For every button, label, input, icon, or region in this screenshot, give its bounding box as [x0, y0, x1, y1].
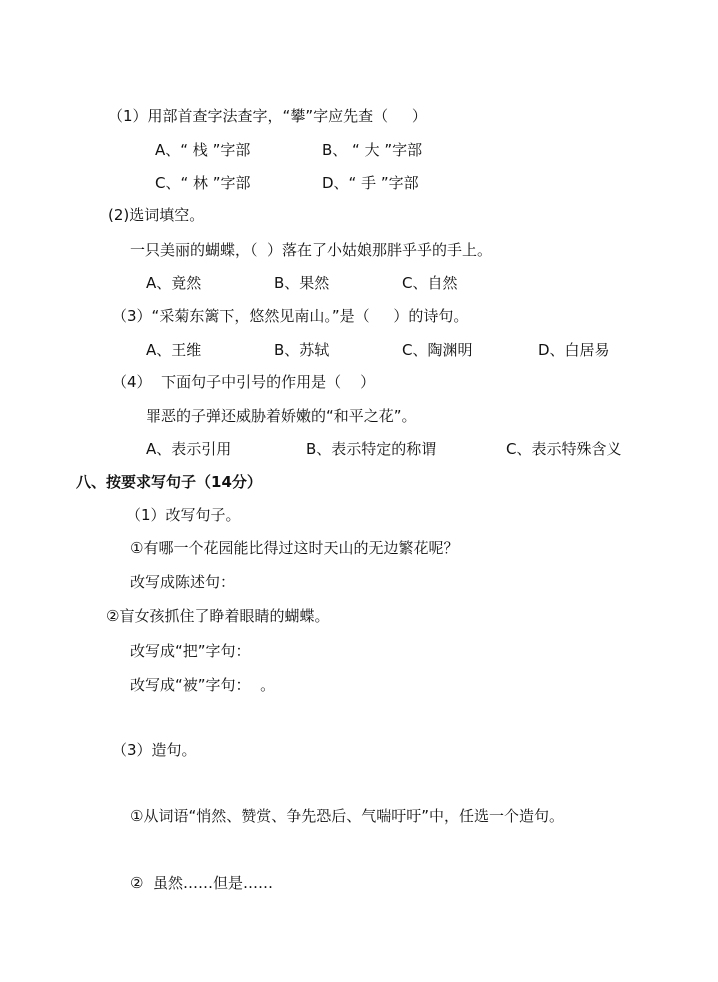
item-1-task: 改写成陈述句：: [130, 573, 236, 591]
q1-option-d: D、“ 手 ”字部: [322, 174, 419, 192]
q3-option-a: A、王维: [146, 341, 202, 359]
q3-option-b: B、苏轼: [274, 341, 330, 359]
item-3-sentence: ①从词语“悄然、赞赏、争先恐后、气喘吁吁”中，任选一个造句。: [130, 807, 564, 825]
q4-option-c: C、表示特殊含义: [506, 440, 622, 458]
section-8-heading: 八、按要求写句子（14分）: [76, 473, 262, 491]
q4-option-b: B、表示特定的称谓: [306, 440, 437, 458]
q2-question: (2)选词填空。: [108, 206, 205, 224]
q4-option-a: A、表示引用: [146, 440, 232, 458]
q2-option-b: B、果然: [274, 274, 330, 292]
q4-sentence: 罪恶的子弹还威胁着娇嫩的“和平之花”。: [146, 407, 417, 425]
q2-option-a: A、竟然: [146, 274, 202, 292]
q1-question: （1）用部首查字法查字，“攀”字应先查（ ）: [108, 107, 427, 125]
part-1-title: （1）改写句子。: [126, 506, 241, 524]
item-4-sentence: ② 虽然……但是……: [130, 874, 273, 892]
q3-question: （3）“采菊东篱下，悠然见南山。”是（ ）的诗句。: [112, 307, 469, 325]
q2-sentence: 一只美丽的蝴蝶，（ ）落在了小姑娘那胖乎乎的手上。: [130, 241, 493, 259]
item-2-task-bei: 改写成“被”字句： 。: [130, 676, 276, 694]
q4-question: （4） 下面句子中引号的作用是（ ）: [112, 373, 376, 391]
q2-option-c: C、自然: [402, 274, 458, 292]
part-3-title: （3）造句。: [112, 741, 197, 759]
item-2-task-ba: 改写成“把”字句：: [130, 642, 251, 660]
q1-option-c: C、“ 林 ”字部: [155, 174, 251, 192]
item-1-sentence: ①有哪一个花园能比得过这时天山的无边繁花呢？: [130, 539, 459, 557]
q1-option-a: A、“ 栈 ”字部: [155, 141, 251, 159]
q1-option-b: B、 “ 大 ”字部: [322, 141, 423, 159]
q3-option-c: C、陶渊明: [402, 341, 473, 359]
q3-option-d: D、白居易: [538, 341, 610, 359]
item-2-sentence: ②盲女孩抓住了睁着眼睛的蝴蝶。: [106, 607, 330, 625]
